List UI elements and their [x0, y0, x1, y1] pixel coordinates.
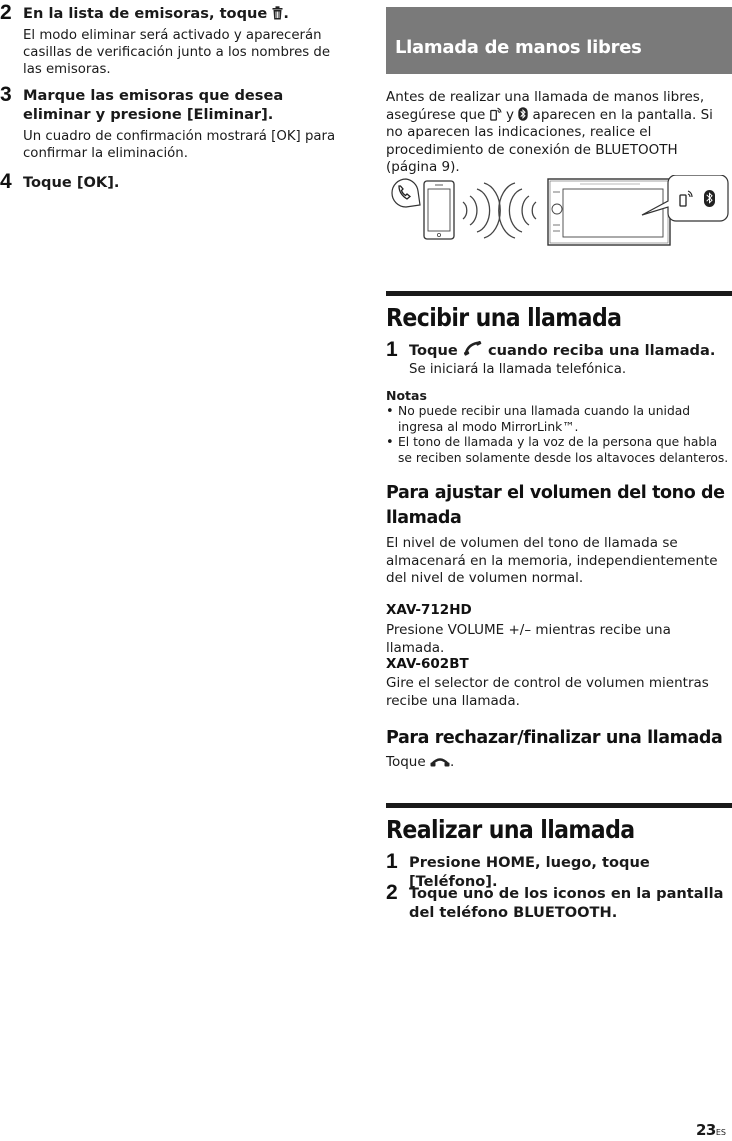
phone-hangup-icon: [430, 756, 450, 768]
bluetooth-icon: [518, 107, 528, 121]
signal-waves-in: [499, 183, 536, 238]
note-item: • El tono de llamada y la voz de la persona que habla se reciben solamente desde los altavoces delanteros.: [386, 435, 732, 466]
step-heading: En la lista de emisoras, toque .: [23, 5, 289, 22]
step-heading: Toque [OK].: [23, 174, 120, 191]
step-heading: Presione HOME, luego, toque [Teléfono].: [409, 854, 650, 890]
make-step-2: [386, 881, 732, 922]
trash-icon: [272, 6, 283, 20]
step-heading: Toque cuando reciba una llamada.: [409, 342, 716, 359]
reject-instruction: Toque .: [386, 754, 455, 770]
step-number: 1: [386, 338, 398, 361]
notes-title: Notas: [386, 388, 427, 403]
receive-step-1: [386, 338, 732, 378]
handsfree-intro: Antes de realizar una llamada de manos libres, asegúrese que y aparecen en la pantalla. Si no aparecen las indicaciones, realice el procedimiento de conexión de BLUETOOTH (página 9).: [386, 89, 713, 175]
bluetooth-connection-illustration: [390, 175, 732, 251]
step-4: [0, 170, 345, 193]
step-number: 4: [0, 170, 12, 193]
model-name: XAV-602BT: [386, 656, 469, 672]
step-body: El modo eliminar será activado y aparecerán casillas de verificación junto a los nombres de las emisoras.: [23, 28, 331, 77]
step-heading: Marque las emisoras que desea eliminar y presione [Eliminar].: [23, 87, 284, 123]
smartphone-illustration: [424, 181, 454, 239]
section-banner: Llamada de manos libres: [386, 7, 732, 74]
step-number: 2: [386, 881, 398, 904]
note-item: • No puede recibir una llamada cuando la unidad ingresa al modo MirrorLink™.: [386, 404, 732, 435]
step-number: 3: [0, 83, 12, 106]
step-2: [0, 1, 345, 78]
signal-waves-out: [463, 183, 500, 238]
page-number: 23ES: [695, 1121, 726, 1139]
step-body: Se iniciará la llamada telefónica.: [409, 362, 627, 377]
bluetooth-icon: [704, 190, 715, 207]
step-heading: Toque uno de los iconos en la pantalla del teléfono BLUETOOTH.: [409, 885, 724, 921]
step-number: 1: [386, 850, 398, 873]
step-3: [0, 83, 345, 162]
step-number: 2: [0, 1, 12, 24]
section-title-receive: Recibir una llamada: [386, 291, 732, 333]
section-title-make: Realizar una llamada: [386, 803, 732, 845]
model-instruction: Presione VOLUME +/– mientras recibe una llamada.: [386, 622, 671, 656]
subsection-title-reject: Para rechazar/finalizar una llamada: [386, 728, 723, 748]
step-body: Un cuadro de confirmación mostrará [OK] para confirmar la eliminación.: [23, 129, 336, 161]
phone-answer-icon: [463, 341, 483, 357]
model-instruction: Gire el selector de control de volumen mientras recibe una llamada.: [386, 675, 709, 709]
call-bubble: [392, 179, 420, 207]
model-name: XAV-712HD: [386, 602, 472, 618]
subsection-title-adjust: Para ajustar el volumen del tono de llamada: [386, 483, 725, 528]
phone-signal-icon: [490, 107, 502, 121]
adjust-body: El nivel de volumen del tono de llamada se almacenará en la memoria, independientemente del nivel de volumen normal.: [386, 535, 718, 586]
